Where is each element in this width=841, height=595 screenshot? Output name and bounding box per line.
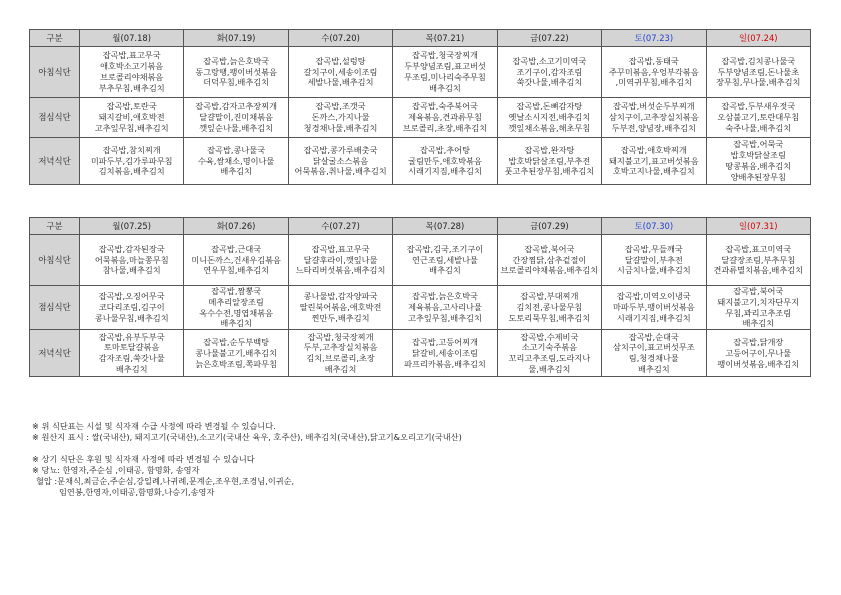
dish-line: 잡곡밥,참치찌개 — [102, 144, 161, 155]
menu-cell — [288, 235, 392, 286]
dish-line: 잡곡밥,유부두부국 — [98, 331, 165, 342]
dish-line: 잡곡밥,표고무국 — [311, 243, 370, 254]
day-header-sat: 토(07.23) — [602, 30, 706, 47]
dish-line: 연우무침,배추김치 — [203, 265, 270, 276]
breakfast-row — [30, 47, 811, 98]
dish-line: 닭살굴소스볶음 — [312, 155, 369, 166]
dish-line: 잡곡밥,조갯국 — [315, 101, 366, 112]
table-header-row — [30, 30, 811, 47]
dish-line: 세발나물,배추김치 — [307, 77, 374, 88]
dish-line: 배추김치 — [742, 318, 775, 329]
dish-line: 오삼불고기,토란대무침 — [717, 112, 800, 123]
meal-label-breakfast: 아침식단 — [30, 235, 80, 286]
dish-line: 달걀말이,진미채볶음 — [199, 112, 274, 123]
day-header-mon: 월(07.25) — [80, 218, 184, 235]
note-diabetes-list: ※ 당뇨: 한영자,주순심 ,이태공, 함명화, 송영자 — [32, 465, 200, 475]
note-menu-change: ※ 상기 식단은 후원 및 식자재 사정에 따라 변경될 수 있습니다 — [32, 454, 255, 464]
dish-line: ,미역귀무침,배추김치 — [615, 77, 693, 88]
dish-line: 고등어구이,무나물 — [725, 347, 792, 358]
dish-line: 잡곡밥,북어국 — [733, 286, 784, 296]
dish-line: 잡곡밥,추어탕 — [419, 144, 470, 155]
dish-line: 잡곡밥,수제비국 — [520, 331, 579, 342]
menu-cell — [497, 138, 601, 185]
dish-line: 잡곡밥,순두부백탕 — [203, 336, 270, 347]
dish-line: 조기구이,감자조림 — [516, 66, 583, 77]
note-change-notice: ※ 위 식단표는 시설 및 식자재 수급 사정에 따라 변경될 수 있습니다. — [32, 421, 276, 431]
dish-line: 갈치구이,세송이조림 — [303, 66, 378, 77]
menu-cell — [602, 330, 706, 377]
meal-label-dinner: 저녁식단 — [30, 330, 80, 377]
dish-line: 잡곡밥,북어국 — [524, 243, 575, 254]
dish-line: 숙주나물,배추김치 — [725, 122, 792, 133]
menu-cell — [184, 47, 288, 98]
dish-line: 잡곡밥,근대국 — [211, 243, 262, 254]
dish-line: 잡곡밥,순대국 — [628, 331, 679, 342]
day-header-thu: 목(07.21) — [393, 30, 497, 47]
dish-line: 꼬리고추조림,도라지나 — [508, 353, 591, 364]
dish-line: 어묵볶음,취나물,배추김치 — [294, 166, 387, 177]
header-label: 구분 — [30, 30, 80, 47]
dish-line: 도토리묵무침,배추김치 — [508, 312, 591, 323]
dish-line: 잡곡밥,늙은호박국 — [412, 291, 478, 302]
dish-line: 잡곡밥,표고미역국 — [725, 243, 792, 254]
dish-line: 림,청경채나물 — [628, 353, 679, 364]
week-menu-table-2 — [29, 217, 811, 377]
menu-cell — [602, 235, 706, 286]
dish-line: 달걀장조림,부추무침 — [721, 254, 796, 265]
lunch-row — [30, 286, 811, 330]
dish-line: 잡곡밥,미역오이냉국 — [616, 291, 691, 302]
dish-line: 닭갈비,세송이조림 — [412, 347, 478, 358]
dish-line: 두부양념조림,돈나물초 — [717, 66, 800, 77]
dish-line: 굴림만두,애호박볶음 — [408, 155, 482, 166]
day-header-tue: 화(07.26) — [184, 218, 288, 235]
notes-section — [32, 421, 792, 498]
dish-line: 잡곡밥,콩가루배춧국 — [303, 144, 378, 155]
dish-line: 잡곡밥,김치콩나물국 — [721, 55, 796, 66]
note-blood-pressure-list-cont: 임연봉,한영자,이태공,함명화,나승기,송영자 — [59, 487, 215, 497]
day-header-wed: 수(07.20) — [288, 30, 392, 47]
dish-line: 마파두부,팽이버섯볶음 — [612, 302, 695, 313]
day-header-fri: 금(07.29) — [497, 218, 601, 235]
dish-line: 두부,고추장실치볶음 — [303, 342, 378, 353]
dish-line: 무조림,미나리숙주무침 — [404, 72, 486, 82]
dish-line: 잡곡밥,늙은호박국 — [203, 55, 270, 66]
dish-line: 삼치구이,고추장실치볶음 — [609, 112, 699, 123]
dish-line: 장무침,무나물,배추김치 — [716, 77, 801, 88]
dish-line: 파프리카볶음,배추김치 — [404, 358, 486, 369]
menu-cell — [602, 286, 706, 330]
menu-cell — [80, 47, 184, 98]
dish-line: 잡곡밥,표고무국 — [102, 50, 161, 61]
dish-line: 깻잎채소볶음,해초무침 — [508, 122, 591, 133]
meal-label-lunch: 점심식단 — [30, 286, 80, 330]
dish-line: 두부양념조림,표고버섯 — [404, 61, 486, 72]
menu-cell — [184, 286, 288, 330]
day-header-sun: 일(07.31) — [706, 218, 810, 235]
dish-line: 어묵볶음,마늘쫑무침 — [94, 254, 169, 265]
menu-cell — [706, 330, 810, 377]
menu-cell — [602, 98, 706, 138]
dish-line: 수육,쌈채소,명이나물 — [197, 155, 275, 166]
dish-line: 잡곡밥,토란국 — [106, 101, 157, 112]
meal-label-lunch: 점심식단 — [30, 98, 80, 138]
dish-line: 잡곡밥,콩나물국 — [207, 144, 266, 155]
dish-line: 잡곡밥,청국장찌개 — [307, 331, 374, 342]
meal-label-dinner: 저녁식단 — [30, 138, 80, 185]
dish-line: 배추김치 — [324, 363, 357, 374]
day-header-wed: 수(07.27) — [288, 218, 392, 235]
dish-line: 돈까스,가지나물 — [311, 112, 370, 123]
dish-line: 토마토달걀볶음 — [104, 342, 160, 353]
dish-line: 잡곡밥,닭개장 — [733, 336, 784, 347]
menu-cell — [393, 330, 497, 377]
menu-cell — [80, 138, 184, 185]
dish-line: 찐만두,배추김치 — [311, 312, 370, 323]
menu-cell — [393, 138, 497, 185]
dish-line: 배추김치 — [429, 82, 461, 93]
dish-line: 팽이버섯볶음,배추김치 — [717, 358, 800, 369]
dish-line: 더덕무침,배추김치 — [203, 77, 270, 88]
dish-line: 잡곡밥,돈뼈감자탕 — [516, 101, 583, 112]
menu-cell — [288, 138, 392, 185]
menu-cell — [706, 47, 810, 98]
dish-line: 콩나물무침,배추김치 — [94, 312, 169, 323]
dish-line: 잡곡밥,감자된장국 — [98, 243, 165, 254]
dinner-row — [30, 330, 811, 377]
dish-line: 제육볶음,견과류무침 — [408, 112, 482, 123]
dish-line: 콩나물불고기,배추김치 — [195, 347, 277, 358]
dish-line: 미파두부,김가루파무침 — [90, 155, 173, 166]
dish-line: 시래기지짐,배추김치 — [616, 312, 691, 323]
dinner-row — [30, 138, 811, 185]
menu-cell — [393, 47, 497, 98]
menu-cell — [184, 235, 288, 286]
day-header-fri: 금(07.22) — [497, 30, 601, 47]
menu-cell — [288, 47, 392, 98]
dish-line: 양배추된장무침 — [730, 171, 786, 182]
dish-line: 잡곡밥,짬뽕국 — [211, 286, 262, 296]
dish-line: 콩나물밥,감자양파국 — [303, 291, 378, 302]
menu-cell — [497, 98, 601, 138]
dish-line: 배추김치 — [638, 363, 670, 374]
dish-line: 쑥갓나물,배추김치 — [516, 77, 583, 88]
dish-line: 간장찜닭,삼추겉절이 — [512, 254, 587, 265]
header-label: 구분 — [30, 218, 80, 235]
dish-line: 잡곡밥,청국장찌개 — [412, 50, 478, 61]
dish-line: 무침,꽈리고추조림 — [725, 307, 792, 318]
dish-line: 동그랑땡,팽이버섯볶음 — [195, 66, 277, 77]
dish-line: 메추리알장조림 — [208, 296, 264, 307]
dish-line: 잡곡밥,설렁탕 — [315, 55, 366, 66]
menu-cell — [80, 235, 184, 286]
dish-line: 부추무침,배추김치 — [98, 82, 165, 93]
day-header-sat: 토(07.30) — [602, 218, 706, 235]
day-header-tue: 화(07.19) — [184, 30, 288, 47]
dish-line: 잡곡밥,무들깨국 — [624, 243, 683, 254]
menu-cell — [706, 98, 810, 138]
menu-cell — [288, 330, 392, 377]
dish-line: 감자조림,쑥갓나물 — [98, 353, 165, 364]
menu-cell — [706, 235, 810, 286]
menu-cell — [706, 138, 810, 185]
menu-cell — [288, 286, 392, 330]
dish-line: 옥수수전,명엽채볶음 — [199, 307, 274, 318]
dish-line: 잡곡밥,오징어무국 — [98, 291, 165, 302]
menu-cell — [497, 47, 601, 98]
day-header-sun: 일(07.24) — [706, 30, 810, 47]
dish-line: 잡곡밥,완자탕 — [524, 144, 575, 155]
menu-cell — [288, 98, 392, 138]
dish-line: 딸린북어볶음,애호박전 — [299, 302, 382, 313]
menu-cell — [602, 47, 706, 98]
dish-line: 옛날소시지전,배추김치 — [508, 112, 591, 123]
day-header-mon: 월(07.18) — [80, 30, 184, 47]
breakfast-row — [30, 235, 811, 286]
dish-line: 잡곡밥,두부새우젓국 — [721, 101, 796, 112]
dish-line: 브로콜리야채볶음,배추김치 — [500, 265, 599, 276]
dish-line: 물,배추김치 — [528, 363, 571, 374]
dish-line: 미니돈까스,건새우김볶음 — [191, 254, 281, 265]
note-origin-label: ※ 원산지 표시 : 쌀(국내산), 돼지고기(국내산),소고기(국내산 육우, 호주산), 배추김치(국내산),닭고기&오리고기(국내산) — [32, 432, 462, 442]
dish-line: 배추김치 — [220, 318, 252, 329]
dish-line: 잡곡밥,애호박찌개 — [620, 144, 687, 155]
day-header-thu: 목(07.28) — [393, 218, 497, 235]
dish-line: 느타리버섯볶음,배추김치 — [295, 265, 386, 276]
dish-line: 청경채나물,배추김치 — [303, 122, 378, 133]
menu-cell — [393, 286, 497, 330]
dish-line: 삼치구이,표고버섯무조 — [612, 342, 695, 353]
note-blood-pressure-list: 혈압 :문채식,최금순,주순심,강일례,나귀례,문계순,조우현,조경님,이귀순, — [36, 476, 295, 486]
dish-line: 잡곡밥,소고기미역국 — [512, 55, 587, 66]
dish-line: 잡곡밥,어묵국 — [733, 139, 784, 150]
dish-line: 두부전,양념장,배추김치 — [611, 122, 696, 133]
menu-cell — [497, 235, 601, 286]
dish-line: 고추잎무침,배추김치 — [408, 312, 482, 323]
dish-line: 잡곡밥,부대찌개 — [520, 291, 579, 302]
dish-line: 견과류멸치볶음,배추김치 — [713, 265, 804, 276]
menu-cell — [706, 286, 810, 330]
dish-line: 돼지갈비,애호박전 — [98, 112, 165, 123]
menu-cell — [184, 138, 288, 185]
dish-line: 늙은호박조림,쪽파무침 — [195, 358, 277, 369]
menu-cell — [80, 330, 184, 377]
dish-line: 브로콜리야채볶음 — [100, 72, 164, 82]
dish-line: 잡곡밥,동태국 — [628, 55, 679, 66]
menu-cell — [393, 235, 497, 286]
dish-line: 잡곡밥,감자고추장찌개 — [195, 101, 277, 112]
menu-cell — [80, 286, 184, 330]
dish-line: 시금치나물,배추김치 — [616, 265, 691, 276]
dish-line: 풋고추된장무침,배추김치 — [504, 166, 595, 177]
dish-line: 잡곡밥,숙주북어국 — [412, 101, 478, 112]
dish-line: 달걀후라이,깻잎나물 — [303, 254, 378, 265]
menu-cell — [602, 138, 706, 185]
dish-line: 김치볶음,배추김치 — [98, 166, 165, 177]
lunch-row — [30, 98, 811, 138]
dish-line: 애호박소고기볶음 — [100, 61, 164, 72]
dish-line: 소고기숙주볶음 — [521, 342, 578, 353]
dish-line: 배추김치 — [115, 363, 148, 374]
dish-line: 깻잎순나물,배추김치 — [199, 122, 274, 133]
dish-line: 잡곡밥,고등어찌개 — [412, 336, 478, 347]
dish-line: 참나물,배추김치 — [102, 265, 161, 276]
dish-line: 연근조림,세발나물 — [412, 254, 478, 265]
meal-label-breakfast: 아침식단 — [30, 47, 80, 98]
dish-line: 배추김치 — [220, 166, 252, 177]
dish-line: 제육볶음,고사리나물 — [408, 302, 482, 313]
dish-line: 밥호박닭살조림 — [730, 150, 786, 161]
dish-line: 밥호박닭살조림,부추전 — [508, 155, 591, 166]
dish-line: 돼지불고기,표고버섯볶음 — [609, 155, 699, 166]
week-menu-table-1 — [29, 29, 811, 185]
dish-line: 브로콜리,초장,배추김치 — [402, 122, 488, 133]
dish-line: 김치,브로콜리,초장 — [306, 353, 375, 364]
dish-line: 땅콩볶음,배추김치 — [725, 161, 792, 171]
menu-cell — [497, 286, 601, 330]
dish-line: 잡곡밥,김국,조기구이 — [406, 243, 484, 254]
dish-line: 잡곡밥,버섯순두부찌개 — [612, 101, 695, 112]
menu-cell — [497, 330, 601, 377]
dish-line: 고추잎무침,배추김치 — [94, 122, 169, 133]
dish-line: 호박고지나물,배추김치 — [612, 166, 695, 177]
table-header-row — [30, 218, 811, 235]
dish-line: 달걀말이,부추전 — [624, 254, 683, 265]
dish-line: 주꾸미볶음,우엉부각볶음 — [609, 66, 699, 77]
menu-cell — [393, 98, 497, 138]
menu-cell — [80, 98, 184, 138]
menu-cell — [184, 98, 288, 138]
dish-line: 배추김치 — [429, 265, 461, 276]
dish-line: 코다리조림,김구이 — [98, 302, 165, 313]
dish-line: 김치전,콩나물무침 — [516, 302, 583, 313]
dish-line: 시래기지짐,배추김치 — [408, 166, 482, 177]
menu-cell — [184, 330, 288, 377]
dish-line: 돼지불고기,치자단무지 — [717, 296, 800, 307]
